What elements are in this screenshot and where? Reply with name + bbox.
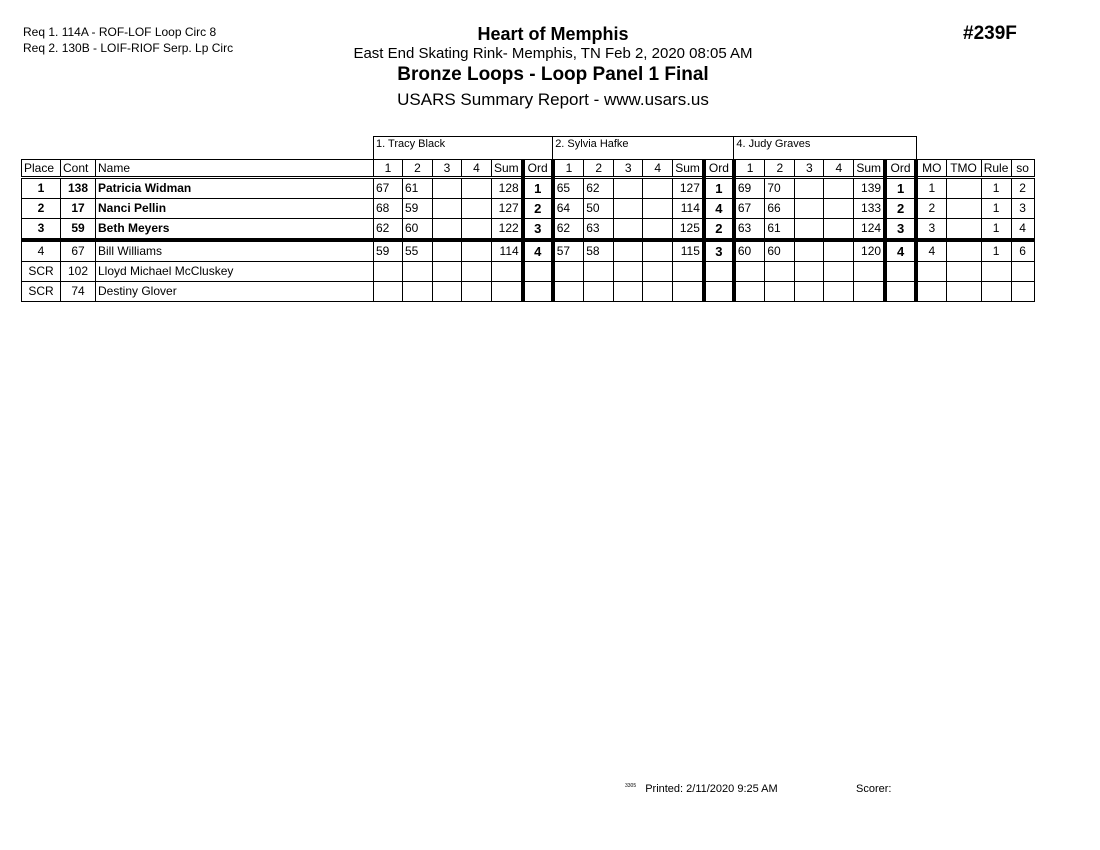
table-row: [22, 199, 1035, 219]
judge-1-sum: 114: [492, 240, 523, 262]
skater-name-cell: Bill Williams: [96, 240, 374, 262]
mo-cell: 3: [916, 219, 946, 241]
column-header-row: [22, 160, 1035, 178]
tmo-cell: [946, 219, 981, 241]
col-j1-sum: Sum: [492, 160, 523, 178]
judge-1-score-3: [433, 262, 462, 282]
judge-2-score-3: [614, 219, 643, 241]
judge-2-score-2: [584, 262, 614, 282]
judge-3-sum: 139: [854, 178, 885, 199]
printed-timestamp: Printed: 2/11/2020 9:25 AM: [645, 783, 778, 795]
col-j3-2: 2: [765, 160, 795, 178]
judge-2-score-2: 62: [584, 178, 614, 199]
judge-2-sum: [673, 282, 704, 302]
so-cell: 2: [1011, 178, 1034, 199]
judge-3-score-3: [795, 199, 824, 219]
judge-1-sum: [492, 262, 523, 282]
requirement-2: Req 2. 130B - LOIF-RIOF Serp. Lp Circ: [23, 41, 234, 55]
judge-1-score-2: [403, 262, 433, 282]
table-row: [22, 219, 1035, 241]
judge-3-name: 4. Judy Graves: [734, 137, 916, 160]
judge-1-name: 1. Tracy Black: [374, 137, 553, 160]
col-j2-ord: Ord: [704, 160, 734, 178]
judge-3-score-4: [824, 282, 854, 302]
place-cell: 2: [22, 199, 61, 219]
col-j2-sum: Sum: [673, 160, 704, 178]
judge-2-score-1: 64: [553, 199, 584, 219]
judge-1-score-2: 61: [403, 178, 433, 199]
judge-3-score-4: [824, 178, 854, 199]
tmo-cell: [946, 240, 981, 262]
judge-3-score-1: 63: [734, 219, 765, 241]
judge-2-sum: 125: [673, 219, 704, 241]
so-cell: [1011, 262, 1034, 282]
venue-line: East End Skating Rink- Memphis, TN Feb 2, 2020 08:05 AM: [353, 45, 753, 62]
judge-1-score-2: [403, 282, 433, 302]
judge-3-score-4: [824, 240, 854, 262]
rule-cell: [981, 262, 1011, 282]
judge-1-score-1: 68: [374, 199, 403, 219]
judge-3-score-2: 70: [765, 178, 795, 199]
judge-1-score-2: 60: [403, 219, 433, 241]
col-place: Place: [22, 160, 61, 178]
judge-3-ordinal: 3: [885, 219, 916, 241]
judge-2-ordinal: [704, 262, 734, 282]
judge-1-sum: [492, 282, 523, 302]
col-j3-sum: Sum: [854, 160, 885, 178]
requirement-1: Req 1. 114A - ROF-LOF Loop Circ 8: [23, 25, 217, 39]
col-j3-4: 4: [824, 160, 854, 178]
judge-2-score-2: 58: [584, 240, 614, 262]
col-j2-2: 2: [584, 160, 614, 178]
col-rule: Rule: [981, 160, 1011, 178]
judge-2-score-2: 63: [584, 219, 614, 241]
place-cell: 4: [22, 240, 61, 262]
judge-2-score-3: [614, 262, 643, 282]
table-row: [22, 282, 1035, 302]
judge-1-ordinal: 1: [523, 178, 553, 199]
col-j1-3: 3: [433, 160, 462, 178]
event-title: Bronze Loops - Loop Panel 1 Final: [397, 64, 709, 85]
judge-2-sum: 115: [673, 240, 704, 262]
judge-1-score-1: 59: [374, 240, 403, 262]
so-cell: [1011, 282, 1034, 302]
col-tmo: TMO: [946, 160, 981, 178]
judge-1-ordinal: [523, 262, 553, 282]
col-j3-3: 3: [795, 160, 824, 178]
judge-2-sum: 127: [673, 178, 704, 199]
judge-3-score-4: [824, 219, 854, 241]
judge-2-score-4: [643, 240, 673, 262]
results-body: [22, 178, 1035, 302]
judge-2-score-4: [643, 282, 673, 302]
judge-2-ordinal: 4: [704, 199, 734, 219]
col-j2-1: 1: [553, 160, 584, 178]
results-table: [21, 136, 1035, 302]
judge-1-score-3: [433, 178, 462, 199]
judge-1-score-3: [433, 240, 462, 262]
judge-1-score-4: [462, 178, 492, 199]
so-cell: 4: [1011, 219, 1034, 241]
judge-2-score-3: [614, 199, 643, 219]
table-row: [22, 240, 1035, 262]
judge-1-score-1: 62: [374, 219, 403, 241]
judge-3-score-1: [734, 282, 765, 302]
col-j3-1: 1: [734, 160, 765, 178]
contestant-number-cell: 59: [61, 219, 96, 241]
col-mo: MO: [916, 160, 946, 178]
skater-name-cell: Destiny Glover: [96, 282, 374, 302]
contestant-number-cell: 67: [61, 240, 96, 262]
contestant-number-cell: 102: [61, 262, 96, 282]
judge-2-score-3: [614, 240, 643, 262]
judge-1-score-3: [433, 199, 462, 219]
judge-2-score-3: [614, 178, 643, 199]
mo-cell: 1: [916, 178, 946, 199]
judge-2-score-4: [643, 219, 673, 241]
judge-2-score-1: 57: [553, 240, 584, 262]
judge-3-sum: [854, 262, 885, 282]
judge-3-score-3: [795, 219, 824, 241]
judge-1-sum: 128: [492, 178, 523, 199]
skater-name-cell: Patricia Widman: [96, 178, 374, 199]
judge-2-score-1: 62: [553, 219, 584, 241]
judge-2-score-3: [614, 282, 643, 302]
rule-cell: [981, 282, 1011, 302]
col-j1-1: 1: [374, 160, 403, 178]
judge-3-sum: [854, 282, 885, 302]
judge-3-sum: 133: [854, 199, 885, 219]
judge-2-score-4: [643, 262, 673, 282]
event-number: #239F: [963, 23, 1017, 44]
judge-3-sum: 120: [854, 240, 885, 262]
judge-2-ordinal: 1: [704, 178, 734, 199]
judge-3-ordinal: [885, 262, 916, 282]
tmo-cell: [946, 262, 981, 282]
judge-3-score-1: 69: [734, 178, 765, 199]
judge-1-score-1: 67: [374, 178, 403, 199]
col-j2-4: 4: [643, 160, 673, 178]
rule-cell: 1: [981, 199, 1011, 219]
judge-1-ordinal: 4: [523, 240, 553, 262]
judge-2-name: 2. Sylvia Hafke: [553, 137, 734, 160]
judge-1-ordinal: 2: [523, 199, 553, 219]
judge-3-score-3: [795, 240, 824, 262]
col-name: Name: [96, 160, 374, 178]
competition-title: Heart of Memphis: [477, 24, 629, 44]
so-cell: 3: [1011, 199, 1034, 219]
judge-2-ordinal: [704, 282, 734, 302]
tmo-cell: [946, 199, 981, 219]
judge-2-score-4: [643, 199, 673, 219]
report-title: USARS Summary Report - www.usars.us: [397, 90, 709, 109]
mo-cell: [916, 282, 946, 302]
tmo-cell: [946, 178, 981, 199]
judge-2-score-2: 50: [584, 199, 614, 219]
contestant-number-cell: 17: [61, 199, 96, 219]
tmo-cell: [946, 282, 981, 302]
judge-1-score-4: [462, 262, 492, 282]
judge-3-score-2: 61: [765, 219, 795, 241]
judge-1-ordinal: 3: [523, 219, 553, 241]
judge-1-ordinal: [523, 282, 553, 302]
mo-cell: 4: [916, 240, 946, 262]
judge-3-score-3: [795, 262, 824, 282]
judge-3-ordinal: 2: [885, 199, 916, 219]
mo-cell: [916, 262, 946, 282]
judge-header-row: [22, 137, 1035, 160]
judge-3-score-3: [795, 282, 824, 302]
judge-2-score-2: [584, 282, 614, 302]
contestant-number-cell: 138: [61, 178, 96, 199]
judge-1-sum: 122: [492, 219, 523, 241]
judge-2-score-1: [553, 262, 584, 282]
judge-3-score-2: [765, 262, 795, 282]
place-cell: 3: [22, 219, 61, 241]
footer-printed: [625, 783, 778, 795]
judge-2-score-1: [553, 282, 584, 302]
judge-1-score-2: 55: [403, 240, 433, 262]
skater-name-cell: Lloyd Michael McCluskey: [96, 262, 374, 282]
judge-1-score-4: [462, 219, 492, 241]
judge-1-score-3: [433, 219, 462, 241]
col-j1-2: 2: [403, 160, 433, 178]
judge-3-score-3: [795, 178, 824, 199]
place-cell: 1: [22, 178, 61, 199]
judge-1-score-1: [374, 262, 403, 282]
so-cell: 6: [1011, 240, 1034, 262]
judge-2-sum: 114: [673, 199, 704, 219]
judge-2-ordinal: 2: [704, 219, 734, 241]
judge-3-ordinal: 4: [885, 240, 916, 262]
judge-2-ordinal: 3: [704, 240, 734, 262]
judge-1-score-4: [462, 240, 492, 262]
scorer-label: Scorer:: [856, 783, 892, 795]
judge-3-score-2: [765, 282, 795, 302]
judge-1-score-3: [433, 282, 462, 302]
rule-cell: 1: [981, 178, 1011, 199]
col-so: so: [1011, 160, 1034, 178]
judge-2-score-1: 65: [553, 178, 584, 199]
judge-3-ordinal: 1: [885, 178, 916, 199]
skater-name-cell: Beth Meyers: [96, 219, 374, 241]
contestant-number-cell: 74: [61, 282, 96, 302]
col-j1-ord: Ord: [523, 160, 553, 178]
col-j1-4: 4: [462, 160, 492, 178]
judge-1-score-4: [462, 199, 492, 219]
skater-name-cell: Nanci Pellin: [96, 199, 374, 219]
judge-2-sum: [673, 262, 704, 282]
col-j2-3: 3: [614, 160, 643, 178]
judge-3-score-2: 66: [765, 199, 795, 219]
judge-3-score-4: [824, 199, 854, 219]
judge-1-sum: 127: [492, 199, 523, 219]
place-cell: SCR: [22, 262, 61, 282]
table-row: [22, 178, 1035, 199]
place-cell: SCR: [22, 282, 61, 302]
judge-3-ordinal: [885, 282, 916, 302]
footer-code: 3305: [625, 783, 637, 789]
judge-1-score-1: [374, 282, 403, 302]
mo-cell: 2: [916, 199, 946, 219]
col-cont: Cont: [61, 160, 96, 178]
judge-3-score-1: [734, 262, 765, 282]
judge-3-score-2: 60: [765, 240, 795, 262]
judge-3-sum: 124: [854, 219, 885, 241]
rule-cell: 1: [981, 240, 1011, 262]
judge-3-score-1: 60: [734, 240, 765, 262]
judge-3-score-4: [824, 262, 854, 282]
judge-1-score-4: [462, 282, 492, 302]
table-row: [22, 262, 1035, 282]
judge-1-score-2: 59: [403, 199, 433, 219]
judge-2-score-4: [643, 178, 673, 199]
judge-3-score-1: 67: [734, 199, 765, 219]
rule-cell: 1: [981, 219, 1011, 241]
col-j3-ord: Ord: [885, 160, 916, 178]
